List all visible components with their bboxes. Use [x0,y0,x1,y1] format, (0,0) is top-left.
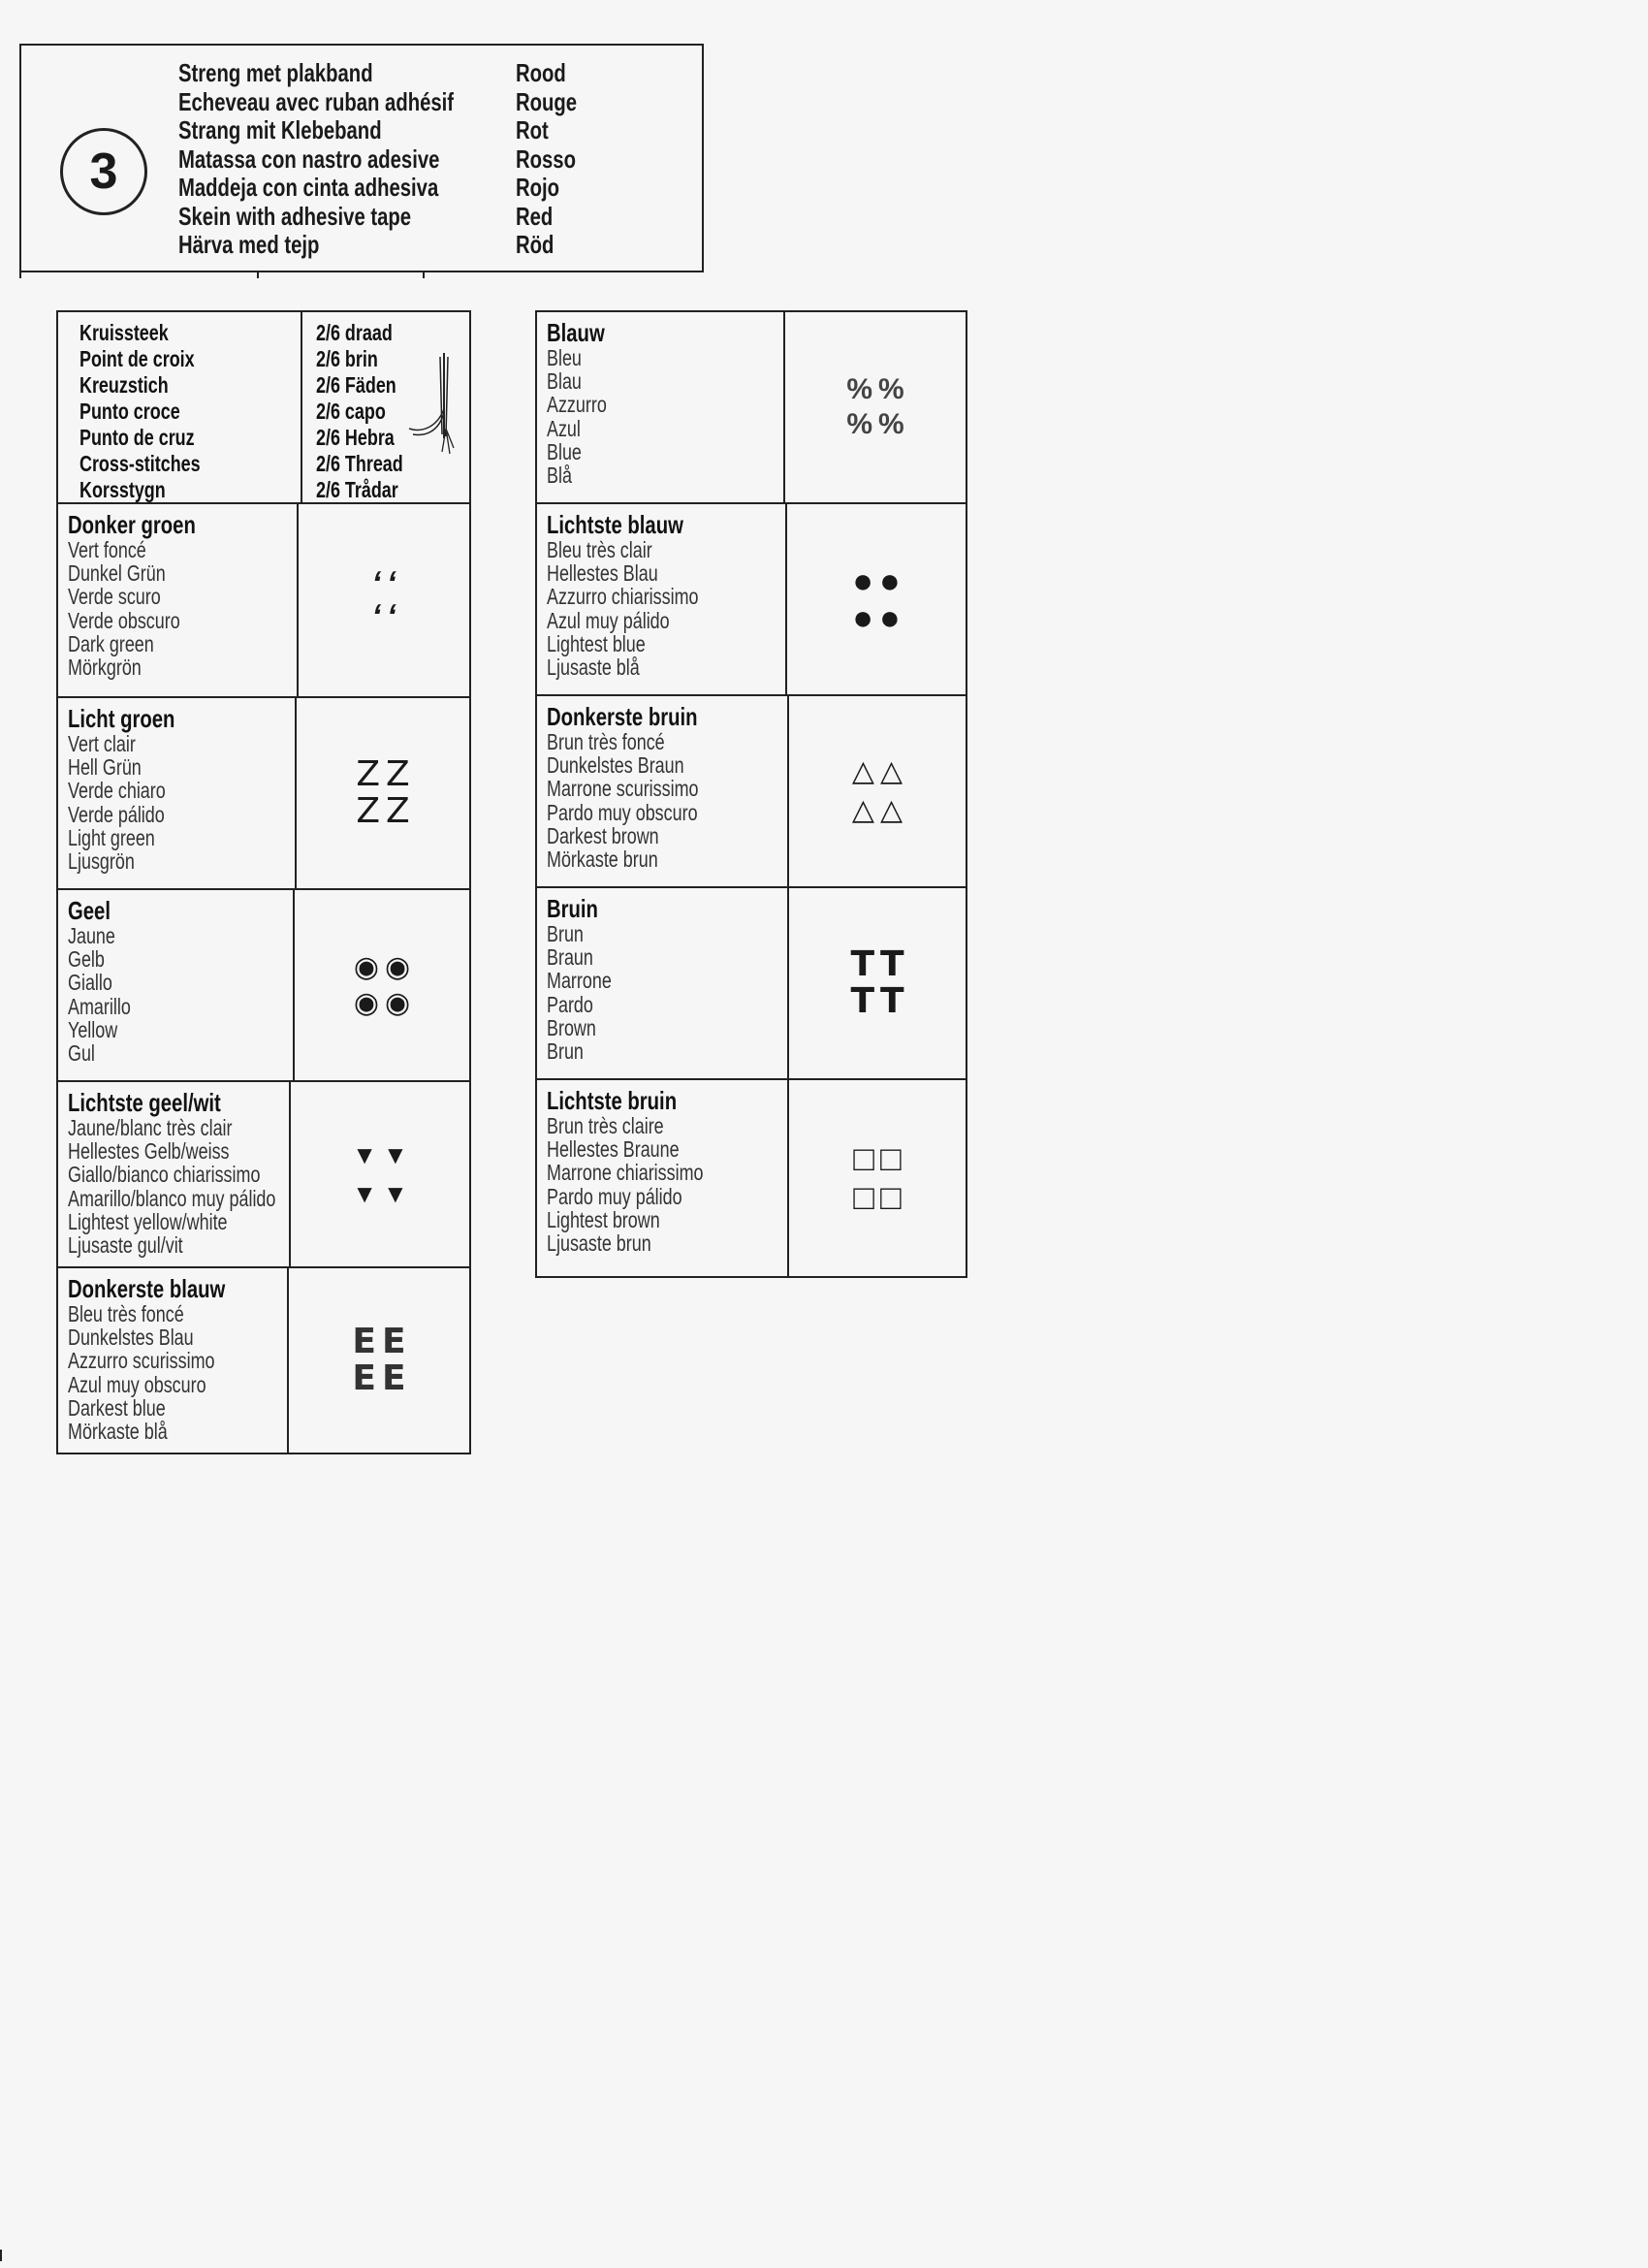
color-translation: Light green [68,824,155,850]
symbol-glyph: T [880,944,904,984]
color-translation: Azul muy pálido [547,607,670,633]
color-row-darkest-brown [537,696,966,888]
t-symbol-icon [850,944,904,1021]
color-translation: Verde scuro [68,584,161,610]
thread-count-cell [302,312,469,502]
thread-line: 2/6 Thread [316,451,403,476]
symbol-glyph: Z [386,791,410,831]
color-translation: Bleu [547,345,582,370]
color-name-cell [537,312,785,502]
color-translation: Azul [547,415,581,441]
color-translation: Darkest blue [68,1394,166,1421]
skein-color: Rot [516,115,549,144]
symbol-cell [789,888,966,1078]
skein-line: Maddeja con cinta adhesiva [178,173,439,202]
symbol-cell [789,696,966,886]
symbol-glyph: ● [879,560,901,600]
color-row-yellow [58,890,469,1082]
color-row-lightest-brown [537,1080,966,1278]
color-translation: Azzurro [547,392,607,418]
color-translation: Dunkelstes Blau [68,1325,194,1351]
symbol-cell [291,1082,469,1266]
square-symbol-icon [853,1138,902,1217]
symbol-glyph: T [850,944,874,984]
divider-tick [257,271,259,278]
color-translation: Dunkelstes Braun [547,752,684,779]
color-row-light-green [58,698,469,890]
color-translation: Vert clair [68,731,136,756]
color-translation: Hell Grün [68,754,142,781]
symbol-glyph: Z [356,754,380,794]
scan-edge-mark [0,2250,2,2261]
symbol-glyph: % [846,373,872,405]
color-heading: Donkerste blauw [68,1274,226,1303]
color-translation: Amarillo [68,993,131,1019]
color-translation: Bleu très clair [547,537,652,562]
color-translation: Ljusaste blå [547,655,640,681]
thread-line: 2/6 Fäden [316,372,396,398]
symbol-glyph: ◉ [385,987,411,1019]
symbol-cell [295,890,469,1080]
color-translation: Azzurro chiarissimo [547,584,699,610]
symbol-glyph: E [352,1358,376,1398]
color-row-dark-green [58,504,469,698]
color-translation: Hellestes Blau [547,560,658,587]
symbol-glyph: ʻ [371,598,381,635]
symbol-glyph: □ [880,1138,902,1178]
thread-strand-icon [407,351,465,458]
color-row-brown [537,888,966,1080]
symbol-glyph: T [880,981,904,1021]
symbol-glyph: E [352,1322,376,1361]
color-translation: Dark green [68,630,154,656]
symbol-glyph: ◉ [385,951,411,983]
thread-line: 2/6 Trådar [316,477,398,502]
color-translation: Braun [547,944,593,971]
color-translation: Bleu très foncé [68,1301,184,1326]
color-translation: Pardo [547,991,593,1017]
color-translation: Mörkgrön [68,655,142,681]
skein-color: Red [516,201,554,231]
symbol-glyph: ● [852,597,873,637]
color-translation: Jaune/blanc très clair [68,1115,233,1140]
color-translation: Ljusaste gul/vit [68,1232,183,1259]
color-name-cell [58,1268,289,1453]
color-name-cell [58,504,299,696]
color-translation: Amarillo/blanco muy pálido [68,1185,276,1211]
skein-line: Echeveau avec ruban adhésif [178,86,455,116]
skein-line: Härva med tejp [178,230,320,259]
color-heading: Lichtste blauw [547,510,683,539]
color-heading: Licht groen [68,704,175,733]
step-number-badge: 3 [60,128,147,215]
color-translation: Vert foncé [68,537,146,562]
color-translation: Mörkaste brun [547,847,658,873]
divider-tick [423,271,425,278]
color-translation: Brun très claire [547,1113,664,1138]
color-row-lightest-yellow-white [58,1082,469,1268]
skein-color: Rojo [516,173,560,202]
color-heading: Lichtste geel/wit [68,1088,221,1117]
e-symbol-icon [352,1322,406,1398]
color-translation: Verde chiaro [68,778,166,804]
thread-line: 2/6 draad [316,320,393,345]
symbol-glyph: E [382,1358,406,1398]
symbol-glyph: △ [851,794,874,826]
symbol-glyph: T [850,981,874,1021]
color-translation: Giallo [68,970,112,996]
color-translation: Dunkel Grün [68,560,166,587]
stitch-line: Point de croix [79,346,195,371]
left-color-table [56,310,471,1454]
color-translation: Pardo muy obscuro [547,799,698,825]
z-symbol-icon [356,754,410,831]
symbol-cell [787,504,966,694]
color-translation: Blå [547,463,572,489]
symbol-glyph: ◉ [353,951,379,983]
color-translation: Pardo muy pálido [547,1183,682,1209]
symbol-cell [785,312,966,502]
symbol-glyph: △ [851,755,874,787]
color-translation: Yellow [68,1016,118,1042]
color-translation: Blau [547,368,582,395]
stitch-line: Kreuzstich [79,372,169,398]
symbol-glyph: % [878,373,904,405]
skein-color: Rouge [516,86,578,116]
symbol-glyph: ▼ [352,1179,377,1208]
color-heading: Bruin [547,894,598,923]
color-translation: Marrone [547,968,612,994]
skein-line: Streng met plakband [178,58,373,87]
skein-line: Strang mit Klebeband [178,115,382,144]
skein-line: Skein with adhesive tape [178,201,412,231]
ring-symbol-icon [354,951,410,1019]
stitch-line: Cross-stitches [79,451,201,476]
symbol-glyph: E [382,1322,406,1361]
color-name-cell [58,698,297,888]
hook-symbol-icon [371,565,396,635]
divider-tick [19,271,21,278]
outline-triangle-symbol-icon [852,754,903,828]
color-row-lightest-blue [537,504,966,696]
color-translation: Darkest brown [547,822,659,848]
thread-line: 2/6 capo [316,399,386,424]
color-heading: Donker groen [68,510,196,539]
color-translation: Lightest brown [547,1206,660,1232]
skein-color: Röd [516,230,555,259]
color-translation: Marrone scurissimo [547,776,699,802]
symbol-glyph: □ [853,1177,874,1217]
skein-color: Rood [516,58,566,87]
color-key-header [19,44,704,272]
filled-dot-symbol-icon [852,560,901,637]
symbol-glyph: Z [386,754,410,794]
color-name-cell [58,1082,291,1266]
color-translation: Lightest yellow/white [68,1208,228,1234]
color-heading: Lichtste bruin [547,1086,678,1115]
skein-description-list [178,59,531,260]
stitch-line: Korsstygn [79,477,166,502]
symbol-cell [789,1080,966,1276]
color-translation: Lightest blue [547,630,646,656]
thread-line: 2/6 brin [316,346,378,371]
skein-color-list [516,59,594,260]
color-heading: Donkerste bruin [547,702,698,731]
symbol-glyph: ▼ [383,1179,408,1208]
thread-line: 2/6 Hebra [316,425,395,450]
color-translation: Blue [547,438,582,464]
stitch-line: Kruissteek [79,320,169,345]
symbol-glyph: ◉ [353,987,379,1019]
color-translation: Ljusgrön [68,848,135,875]
symbol-glyph: % [878,408,904,440]
stitch-type-cell [58,312,302,502]
symbol-glyph: △ [880,755,903,787]
symbol-glyph: □ [853,1138,874,1178]
color-name-cell [58,890,295,1080]
color-name-cell [537,504,787,694]
color-row-darkest-blue [58,1268,469,1454]
color-translation: Brown [547,1014,596,1040]
color-translation: Ljusaste brun [547,1230,651,1257]
symbol-cell [297,698,469,888]
symbol-glyph: ʻ [371,565,381,602]
symbol-glyph: □ [880,1177,902,1217]
color-translation: Brun [547,1038,584,1065]
right-color-table [535,310,967,1278]
color-translation: Verde pálido [68,801,165,827]
symbol-glyph: ▼ [352,1140,377,1169]
color-translation: Marrone chiarissimo [547,1160,704,1186]
color-translation: Gul [68,1040,95,1067]
filled-triangle-symbol-icon [352,1137,407,1211]
color-translation: Azzurro scurissimo [68,1348,215,1374]
color-translation: Brun [547,921,584,946]
symbol-glyph: ● [879,597,901,637]
skein-color: Rosso [516,144,576,174]
color-translation: Mörkaste blå [68,1419,168,1445]
color-translation: Gelb [68,946,105,973]
percent-symbol-icon [846,374,903,440]
color-name-cell [537,888,789,1078]
symbol-cell [299,504,469,696]
symbol-glyph: △ [880,794,903,826]
symbol-glyph: % [846,408,872,440]
color-translation: Jaune [68,923,115,948]
symbol-cell [289,1268,469,1453]
color-heading: Blauw [547,318,605,347]
color-name-cell [537,696,789,886]
symbol-glyph: ʻ [387,565,396,602]
symbol-glyph: ● [852,560,873,600]
color-translation: Verde obscuro [68,607,180,633]
skein-line: Matassa con nastro adesive [178,144,440,174]
stitch-line: Punto croce [79,399,180,424]
color-name-cell [537,1080,789,1276]
color-row-blue [537,310,966,504]
color-translation: Giallo/bianco chiarissimo [68,1162,261,1188]
symbol-glyph: ʻ [387,598,396,635]
color-translation: Azul muy obscuro [68,1371,206,1397]
symbol-glyph: ▼ [383,1140,408,1169]
color-translation: Brun très foncé [547,729,665,754]
symbol-glyph: Z [356,791,380,831]
color-translation: Hellestes Gelb/weiss [68,1138,230,1165]
stitch-line: Punto de cruz [79,425,195,450]
color-heading: Geel [68,896,111,925]
color-translation: Hellestes Braune [547,1136,680,1163]
stitch-thread-row [58,310,469,504]
